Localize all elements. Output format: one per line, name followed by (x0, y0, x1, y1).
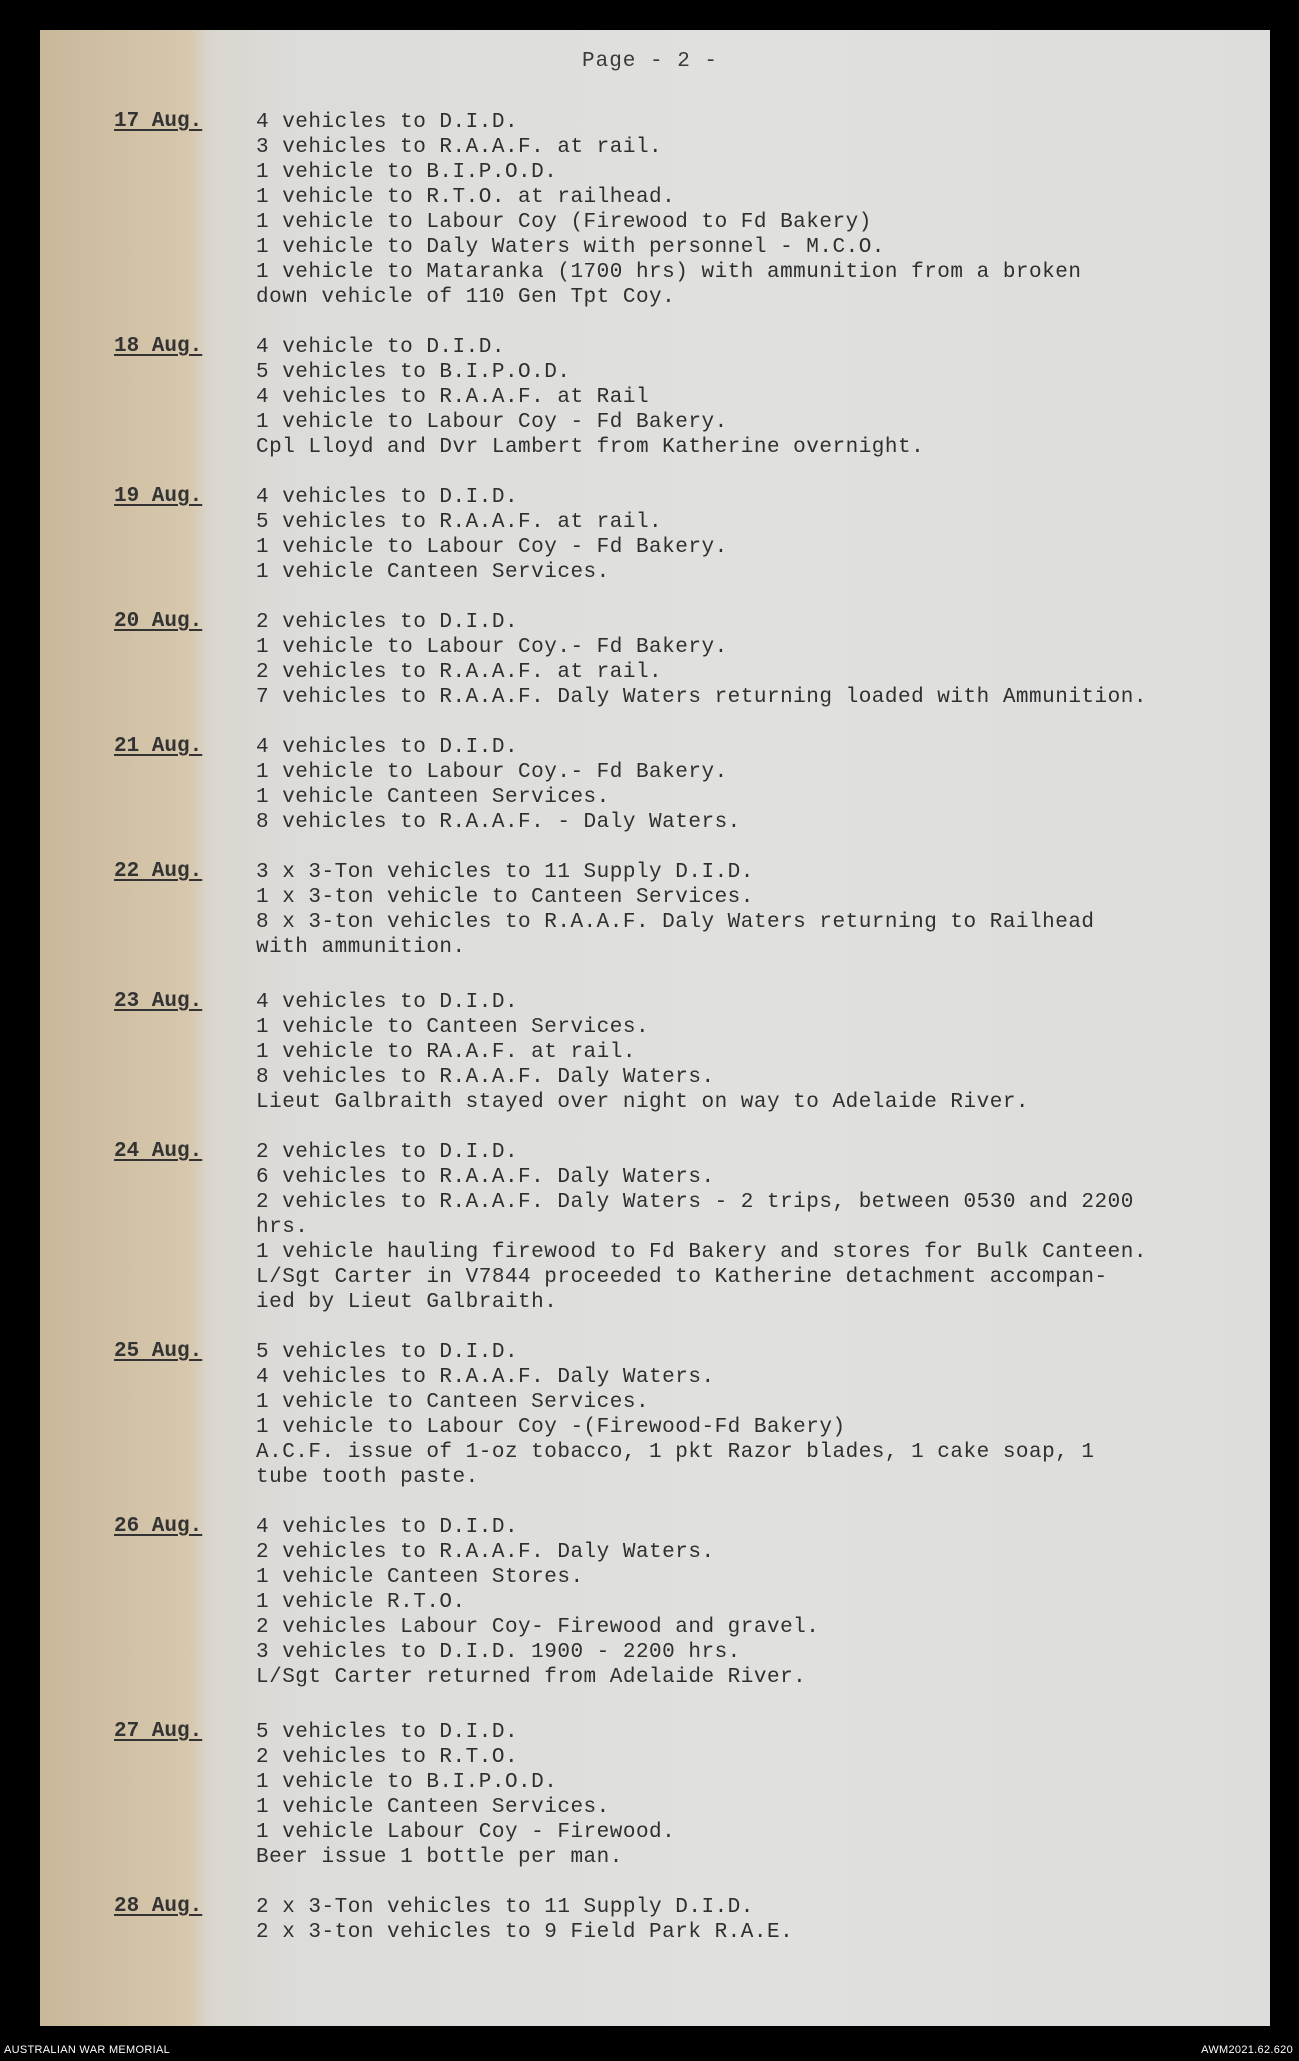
entry-line: 5 vehicles to D.I.D. (256, 1341, 519, 1364)
entry-date: 20 Aug. (114, 610, 203, 633)
entry-date: 25 Aug. (114, 1340, 203, 1363)
entry-line: 1 vehicle to Labour Coy.- Fd Bakery. (256, 636, 728, 659)
entry-line: 8 x 3-ton vehicles to R.A.A.F. Daly Waters returning to Railhead (256, 911, 1095, 934)
entry-line: 1 vehicle to Labour Coy - Fd Bakery. (256, 536, 728, 559)
entry-lines (256, 610, 1147, 710)
entry-line: 2 vehicles to R.A.A.F. Daly Waters. (256, 1541, 715, 1564)
entry-line: L/Sgt Carter returned from Adelaide River. (256, 1666, 807, 1689)
entry-line: 5 vehicles to R.A.A.F. at rail. (256, 511, 663, 534)
entry-line: 5 vehicles to B.I.P.O.D. (256, 361, 571, 384)
entry-line: 4 vehicles to D.I.D. (256, 1516, 519, 1539)
entry-lines (256, 1895, 793, 1945)
entry-line: 1 vehicle Canteen Services. (256, 561, 610, 584)
entry-line: 7 vehicles to R.A.A.F. Daly Waters returning loaded with Ammunition. (256, 686, 1147, 709)
entry-lines (256, 735, 741, 835)
entry-line: 4 vehicles to D.I.D. (256, 991, 519, 1014)
entry-line: 1 vehicle to Labour Coy - Fd Bakery. (256, 411, 728, 434)
entry-line: 5 vehicles to D.I.D. (256, 1721, 519, 1744)
entry-line: 1 vehicle Canteen Stores. (256, 1566, 584, 1589)
entry-line: 1 vehicle to Labour Coy.- Fd Bakery. (256, 761, 728, 784)
entry-line: 1 vehicle R.T.O. (256, 1591, 466, 1614)
entry-line: 1 vehicle to B.I.P.O.D. (256, 161, 558, 184)
entry-lines (256, 1140, 1147, 1315)
entry-line: 4 vehicles to R.A.A.F. Daly Waters. (256, 1366, 715, 1389)
entry-date: 28 Aug. (114, 1895, 203, 1918)
entry-line: 1 vehicle hauling firewood to Fd Bakery and stores for Bulk Canteen. (256, 1241, 1147, 1264)
entry-date: 22 Aug. (114, 860, 203, 883)
entry-line: 2 vehicles to R.A.A.F. at rail. (256, 661, 663, 684)
entry-line: 1 vehicle Labour Coy - Firewood. (256, 1821, 676, 1844)
entry-line: Beer issue 1 bottle per man. (256, 1846, 623, 1869)
entry-date: 18 Aug. (114, 335, 203, 358)
entry-lines (256, 1515, 819, 1690)
entry-lines (256, 1340, 1095, 1490)
entry-line: ied by Lieut Galbraith. (256, 1291, 558, 1314)
entry-line: 1 vehicle Canteen Services. (256, 1796, 610, 1819)
footer-credit: AUSTRALIAN WAR MEMORIAL (4, 2044, 171, 2056)
entry-line: 2 vehicles to R.A.A.F. Daly Waters - 2 trips, between 0530 and 2200 (256, 1191, 1134, 1214)
entry-line: with ammunition. (256, 936, 466, 959)
entry-line: Cpl Lloyd and Dvr Lambert from Katherine overnight. (256, 436, 925, 459)
entry-line: 1 vehicle to B.I.P.O.D. (256, 1771, 558, 1794)
page-title: Page - 2 - (581, 50, 719, 73)
entry-date: 19 Aug. (114, 485, 203, 508)
entry-line: 2 vehicles Labour Coy- Firewood and gravel. (256, 1616, 820, 1639)
entry-lines (256, 1720, 675, 1870)
entry-date: 21 Aug. (114, 735, 203, 758)
entry-line: 2 x 3-Ton vehicles to 11 Supply D.I.D. (256, 1896, 754, 1919)
entry-line: L/Sgt Carter in V7844 proceeded to Katherine detachment accompan- (256, 1266, 1108, 1289)
entry-line: 1 x 3-ton vehicle to Canteen Services. (256, 886, 754, 909)
entry-line: 1 vehicle to Mataranka (1700 hrs) with ammunition from a broken (256, 261, 1082, 284)
entry-lines (256, 990, 1029, 1115)
footer-accession-number: AWM2021.62.620 (1201, 2044, 1293, 2056)
entry-line: 1 vehicle to R.T.O. at railhead. (256, 186, 676, 209)
entry-line: 8 vehicles to R.A.A.F. Daly Waters. (256, 1066, 715, 1089)
entry-line: down vehicle of 110 Gen Tpt Coy. (256, 286, 676, 309)
entry-line: 6 vehicles to R.A.A.F. Daly Waters. (256, 1166, 715, 1189)
entry-line: 3 x 3-Ton vehicles to 11 Supply D.I.D. (256, 861, 754, 884)
entry-line: tube tooth paste. (256, 1466, 479, 1489)
entry-date: 17 Aug. (114, 110, 203, 133)
entry-line: 1 vehicle to Labour Coy -(Firewood-Fd Bakery) (256, 1416, 846, 1439)
entry-line: A.C.F. issue of 1-oz tobacco, 1 pkt Razor blades, 1 cake soap, 1 (256, 1441, 1095, 1464)
entry-line: 8 vehicles to R.A.A.F. - Daly Waters. (256, 811, 741, 834)
entry-line: hrs. (256, 1216, 309, 1239)
entry-line: 2 x 3-ton vehicles to 9 Field Park R.A.E. (256, 1921, 794, 1944)
entry-lines (256, 860, 1095, 960)
entry-line: 1 vehicle Canteen Services. (256, 786, 610, 809)
entry-line: 4 vehicles to R.A.A.F. at Rail (256, 386, 650, 409)
entry-line: 1 vehicle to Canteen Services. (256, 1016, 650, 1039)
entry-line: 1 vehicle to Labour Coy (Firewood to Fd Bakery) (256, 211, 872, 234)
entry-lines (256, 335, 924, 460)
entry-line: 3 vehicles to R.A.A.F. at rail. (256, 136, 663, 159)
entry-lines (256, 485, 728, 585)
entry-line: 2 vehicles to D.I.D. (256, 611, 519, 634)
entry-line: 1 vehicle to RA.A.F. at rail. (256, 1041, 636, 1064)
entry-date: 23 Aug. (114, 990, 203, 1013)
entry-lines (256, 110, 1081, 310)
entry-line: 4 vehicles to D.I.D. (256, 486, 519, 509)
entry-line: 2 vehicles to R.T.O. (256, 1746, 519, 1769)
entry-line: 4 vehicles to D.I.D. (256, 111, 519, 134)
entry-date: 26 Aug. (114, 1515, 203, 1538)
entry-date: 24 Aug. (114, 1140, 203, 1163)
entry-line: 2 vehicles to D.I.D. (256, 1141, 519, 1164)
entry-line: 1 vehicle to Canteen Services. (256, 1391, 650, 1414)
entry-line: 4 vehicle to D.I.D. (256, 336, 505, 359)
entry-line: 1 vehicle to Daly Waters with personnel - M.C.O. (256, 236, 885, 259)
entry-line: 4 vehicles to D.I.D. (256, 736, 519, 759)
entry-date: 27 Aug. (114, 1720, 203, 1743)
entry-line: 3 vehicles to D.I.D. 1900 - 2200 hrs. (256, 1641, 741, 1664)
entry-line: Lieut Galbraith stayed over night on way to Adelaide River. (256, 1091, 1030, 1114)
